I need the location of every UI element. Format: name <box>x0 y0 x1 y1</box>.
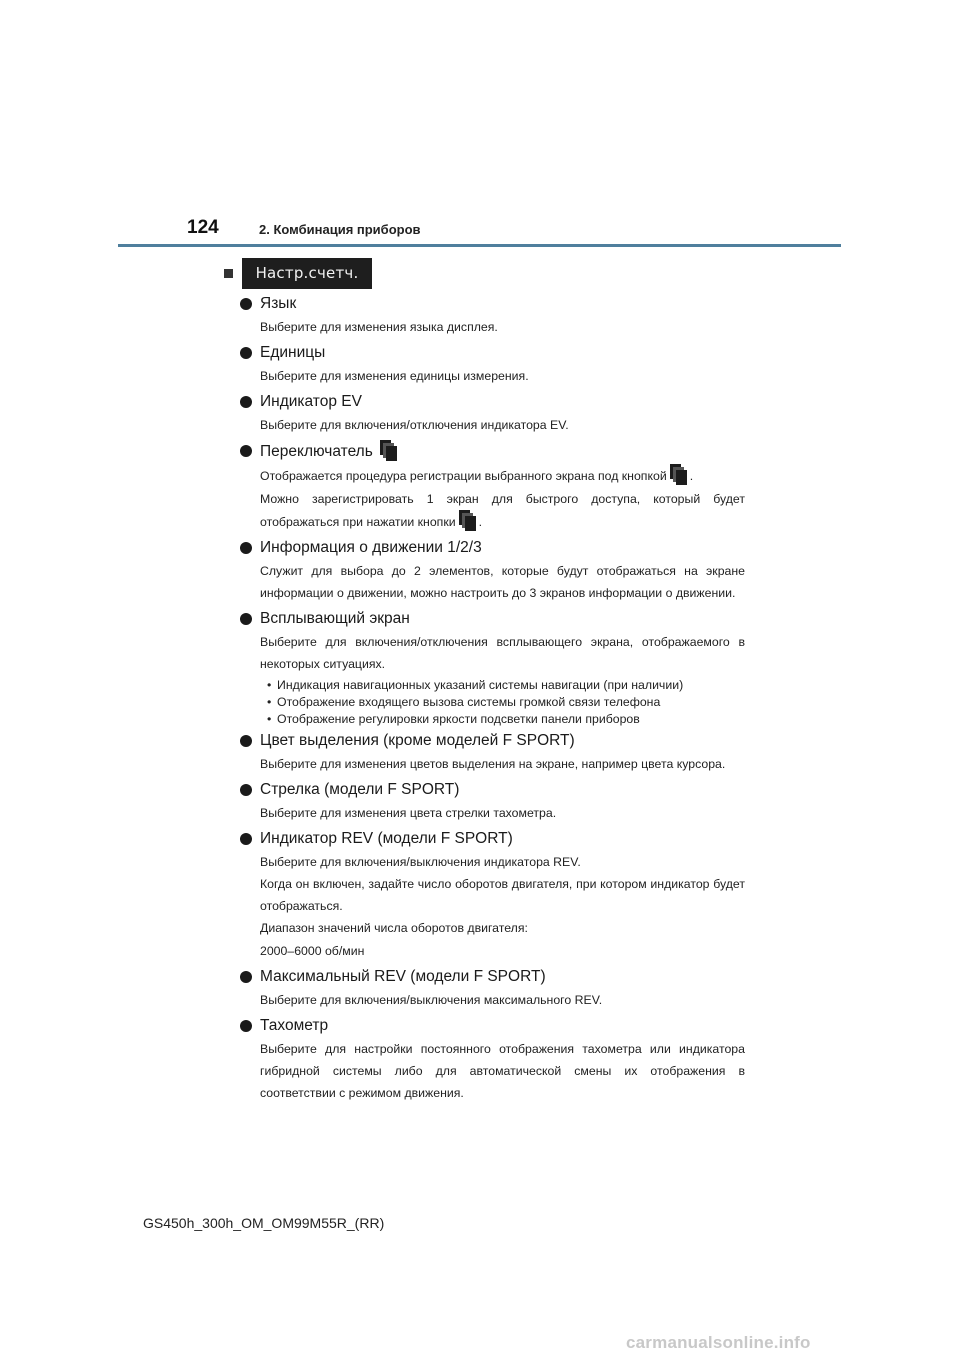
item-description: Выберите для изменения цвета стрелки тахометра. <box>260 806 557 820</box>
item-description: Выберите для изменения единицы измерения. <box>260 369 529 383</box>
square-bullet-icon <box>224 269 233 278</box>
screen-switch-button-icon <box>380 440 397 460</box>
round-bullet-icon <box>240 445 252 457</box>
item-title: Информация о движении 1/2/3 <box>240 537 745 559</box>
round-bullet-icon <box>240 971 252 983</box>
item-title: Единицы <box>240 342 745 364</box>
round-bullet-icon <box>240 542 252 554</box>
round-bullet-icon <box>240 735 252 747</box>
round-bullet-icon <box>240 396 252 408</box>
item-description: Выберите для включения/выключения индикатора REV. <box>260 855 581 869</box>
list-item <box>240 730 745 775</box>
item-title: Индикатор EV <box>240 391 745 413</box>
round-bullet-icon <box>240 298 252 310</box>
screen-switch-button-icon <box>459 510 476 530</box>
item-description: Диапазон значений числа оборотов двигателя: <box>260 921 528 935</box>
sub-list <box>240 677 745 728</box>
list-item <box>240 828 745 962</box>
item-description: Выберите для изменения языка дисплея. <box>260 320 498 334</box>
list-item <box>240 537 745 604</box>
item-description: Когда он включен, задайте число оборотов двигателя, при котором индикатор будет отображаться. <box>260 877 745 913</box>
footer-model-code: GS450h_300h_OM_OM99M55R_(RR) <box>143 1215 385 1231</box>
list-item <box>240 608 745 728</box>
sub-list-item: • Отображение входящего вызова системы громкой связи телефона <box>267 694 745 711</box>
list-item <box>240 1015 745 1104</box>
item-title: Индикатор REV (модели F SPORT) <box>240 828 745 850</box>
list-item <box>240 966 745 1011</box>
list-item <box>240 779 745 824</box>
list-item <box>240 391 745 436</box>
header-divider <box>118 244 841 247</box>
item-title: Переключатель <box>240 440 745 463</box>
page-number: 124 <box>187 217 219 238</box>
item-description: Выберите для изменения цветов выделения на экране, например цвета курсора. <box>260 757 726 771</box>
item-title: Язык <box>240 293 745 315</box>
item-title: Всплывающий экран <box>240 608 745 630</box>
item-title: Тахометр <box>240 1015 745 1037</box>
item-description: Выберите для включения/отключения всплывающего экрана, отображаемого в некоторых ситуациях. <box>260 635 745 671</box>
display-label-badge: Настр.счетч. <box>242 258 372 289</box>
item-description: Служит для выбора до 2 элементов, которые будут отображаться на экране информации о движении, можно настроить до 3 экранов информации о движении. <box>260 564 745 600</box>
list-item <box>240 440 745 533</box>
round-bullet-icon <box>240 613 252 625</box>
item-description: Отображается процедура регистрации выбранного экрана под кнопкой . <box>240 464 745 487</box>
item-title: Максимальный REV (модели F SPORT) <box>240 966 745 988</box>
item-description: Можно зарегистрировать 1 экран для быстрого доступа, который будет отображаться при нажатии кнопки . <box>240 488 745 533</box>
sub-list-item: • Отображение регулировки яркости подсветки панели приборов <box>267 711 745 728</box>
item-title: Стрелка (модели F SPORT) <box>240 779 745 801</box>
section-title: 2. Комбинация приборов <box>259 222 421 237</box>
sub-list-item: • Индикация навигационных указаний системы навигации (при наличии) <box>267 677 745 694</box>
item-title: Цвет выделения (кроме моделей F SPORT) <box>240 730 745 752</box>
watermark: carmanualsonline.info <box>626 1333 811 1352</box>
item-description: Выберите для настройки постоянного отображения тахометра или индикатора гибридной системы либо для автоматической смены их отображения в соответствии с режимом движения. <box>260 1042 745 1100</box>
list-item <box>240 342 745 387</box>
round-bullet-icon <box>240 784 252 796</box>
settings-list <box>240 291 745 1108</box>
item-description: Выберите для включения/выключения максимального REV. <box>260 993 603 1007</box>
screen-switch-button-icon <box>670 464 687 484</box>
round-bullet-icon <box>240 833 252 845</box>
round-bullet-icon <box>240 1020 252 1032</box>
list-item <box>240 293 745 338</box>
item-description: Выберите для включения/отключения индикатора EV. <box>260 418 569 432</box>
item-description: 2000–6000 об/мин <box>260 944 365 958</box>
page-header <box>0 0 960 250</box>
round-bullet-icon <box>240 347 252 359</box>
